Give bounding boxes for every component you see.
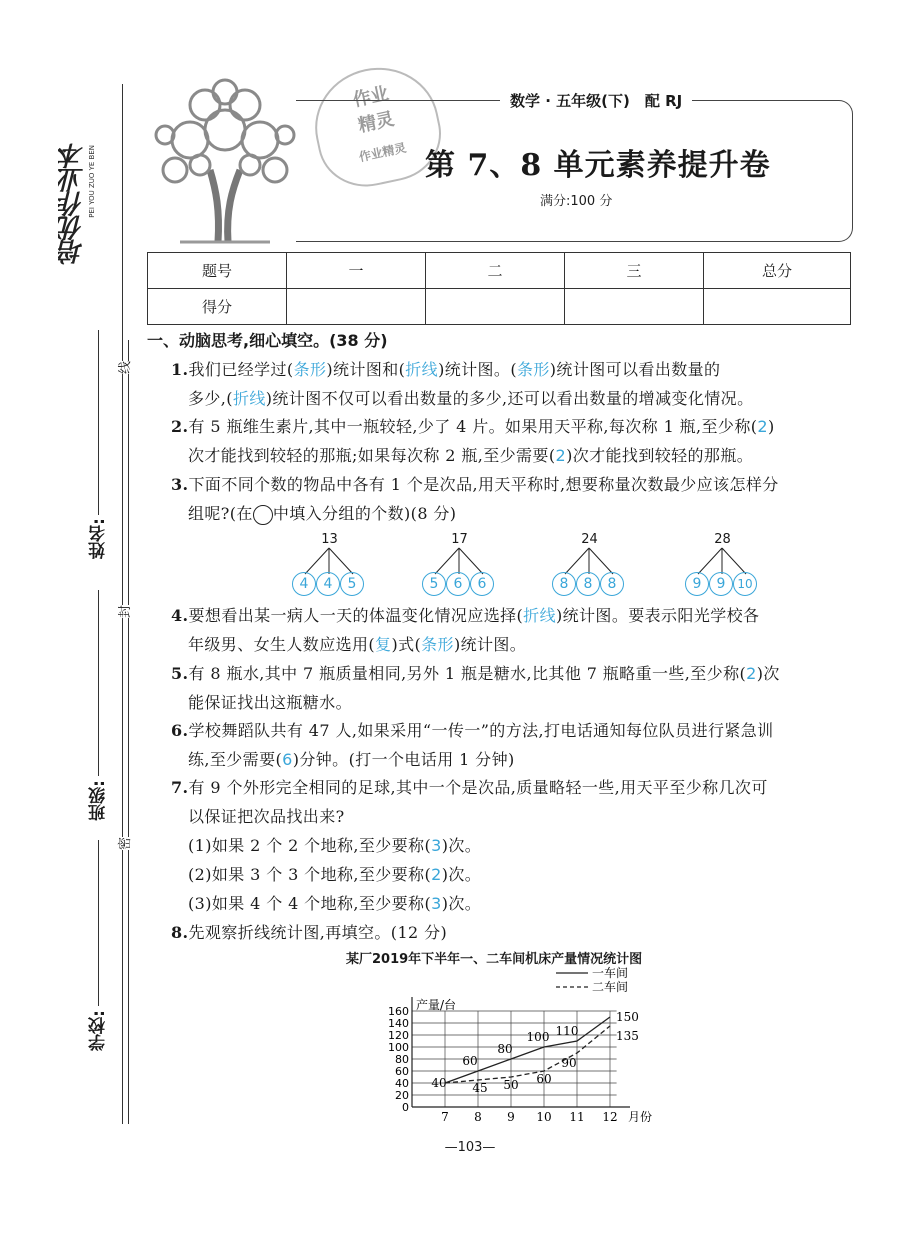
q1-text: 多少,( [188,389,233,408]
group-part-answer[interactable]: 4 [292,572,316,596]
branch-line [305,548,329,574]
q1-answer-1[interactable]: 条形 [293,360,327,379]
score-table [147,252,851,325]
score-cell-3[interactable] [565,289,704,325]
q3-text: 下面不同个数的物品中各有 1 个是次品,用天平称时,想要称量次数最少应该怎样分 [188,475,779,494]
group-diagram [552,532,632,596]
q1-text: )统计图和( [326,360,406,379]
q5-text: 能保证找出这瓶糖水。 [188,693,353,712]
name-field[interactable] [98,330,99,515]
group-diagram [685,532,765,596]
question-5 [171,659,851,717]
y-tick-label: 60 [395,1065,409,1078]
q4-text: 要想看出某一病人一天的体温变化情况应选择( [188,606,524,625]
group-part-answer[interactable]: 5 [340,572,364,596]
q8-number: 8. [171,923,189,942]
branch-line [329,548,353,574]
branch-line [722,548,746,574]
q7-sub3-text: )次。 [441,894,482,913]
data-label: 110 [555,1024,579,1038]
q7-sub2-text: )次。 [441,865,482,884]
question-6 [171,716,851,774]
line-chart [370,965,690,1125]
q2-answer-1[interactable]: 2 [757,417,768,436]
full-score: 满分:100 分 [540,194,613,209]
group-part-answer[interactable]: 10 [733,572,757,596]
y-tick-label: 100 [388,1041,409,1054]
x-tick-label: 9 [507,1110,515,1124]
y-tick-label: 0 [402,1101,409,1114]
y-tick-label: 80 [395,1053,409,1066]
q1-text: )统计图不仅可以看出数量的多少,还可以看出数量的增减变化情况。 [265,389,754,408]
group-total: 28 [714,532,731,547]
data-label: 100 [526,1030,550,1044]
y-tick-label: 120 [388,1029,409,1042]
q1-answer-2[interactable]: 折线 [405,360,439,379]
row-score-label: 得分 [148,289,287,325]
q7-sub3-answer[interactable]: 3 [431,894,442,913]
group-diagram [292,532,372,596]
data-label: 80 [497,1042,513,1056]
q4-answer-1[interactable]: 折线 [523,606,556,625]
group-part-answer[interactable]: 9 [709,572,733,596]
cut-mark-mi: 密 [114,837,133,850]
question-2 [171,412,851,470]
col-section-2: 二 [426,253,565,289]
x-axis-label: 月份 [628,1110,653,1124]
score-cell-total[interactable] [704,289,851,325]
group-part-answer[interactable]: 4 [316,572,340,596]
section-heading: 一、动脑思考,细心填空。(38 分) [147,331,388,350]
group-part-answer[interactable]: 5 [422,572,446,596]
group-part-answer[interactable]: 8 [576,572,600,596]
legend-label: 二车间 [592,980,629,994]
q2-text: 次才能找到较轻的那瓶;如果每次称 2 瓶,至少需要( [188,446,556,465]
q6-text: )分钟。(打一个电话用 1 分钟) [292,750,515,769]
group-part-answer[interactable]: 6 [446,572,470,596]
q7-sub1-text: (1)如果 2 个 2 个地称,至少要称( [188,836,432,855]
q7-sub1-text: )次。 [441,836,482,855]
col-section-1: 一 [287,253,426,289]
q8-text: 先观察折线统计图,再填空。(12 分) [188,923,448,942]
legend-label: 一车间 [592,966,629,980]
x-tick-label: 10 [536,1110,552,1124]
data-label: 45 [472,1081,488,1095]
stamp-line1: 作业 [351,83,391,112]
q6-text: 学校舞蹈队共有 47 人,如果采用“一传一”的方法,打电话通知每位队员进行紧急训 [188,721,774,740]
q4-number: 4. [171,606,189,625]
school-field[interactable] [98,840,99,1006]
q3-number: 3. [171,475,189,494]
group-total: 17 [451,532,468,547]
q7-sub2-text: (2)如果 3 个 3 个地称,至少要称( [188,865,432,884]
q7-sub3-text: (3)如果 4 个 4 个地称,至少要称( [188,894,432,913]
q3-text: 组呢?(在 [188,504,253,523]
y-tick-label: 20 [395,1089,409,1102]
q5-text: )次 [756,664,780,683]
q2-text: 有 5 瓶维生素片,其中一瓶较轻,少了 4 片。如果用天平称,每次称 1 瓶,至少称( [188,417,758,436]
chart-title: 某厂2019年下半年一、二车间机床产量情况统计图 [346,952,643,967]
question-3 [171,470,851,528]
name-label: 姓名: [89,518,109,559]
col-total: 总分 [704,253,851,289]
q2-number: 2. [171,417,189,436]
question-8 [171,918,851,947]
q4-text: )统计图。 [453,635,527,654]
branch-line [698,548,722,574]
x-tick-label: 7 [441,1110,449,1124]
q6-text: 练,至少需要( [188,750,283,769]
grouping-diagrams [280,532,780,602]
school-label: 学校: [89,1010,109,1051]
brand-pinyin: PEI YOU ZUO YE BEN [88,145,96,218]
data-label: 60 [536,1072,552,1086]
score-table-header-row [148,253,851,289]
data-label: 60 [462,1054,478,1068]
q7-sub2-answer[interactable]: 2 [431,865,442,884]
circle-placeholder-icon [253,505,273,525]
data-label: 90 [561,1056,577,1070]
q2-text: )次才能找到较轻的那瓶。 [566,446,754,465]
branch-line [435,548,459,574]
branch-line [459,548,483,574]
score-cell-2[interactable] [426,289,565,325]
group-part-answer[interactable]: 8 [552,572,576,596]
q7-text: 有 9 个外形完全相同的足球,其中一个是次品,质量略轻一些,用天平至少称几次可 [188,778,768,797]
x-tick-label: 8 [474,1110,482,1124]
q4-text: 年级男、女生人数应选用( [188,635,376,654]
data-label: 40 [431,1076,447,1090]
q1-text: 我们已经学过( [188,360,294,379]
q4-answer-2[interactable]: 复 [375,635,392,654]
branch-line [565,548,589,574]
y-tick-label: 140 [388,1017,409,1030]
data-label: 150 [616,1010,639,1024]
question-1 [171,355,851,413]
q4-text: )统计图。要表示阳光学校各 [555,606,760,625]
y-tick-label: 160 [388,1005,409,1018]
q7-number: 7. [171,778,189,797]
q1-answer-4[interactable]: 折线 [232,389,266,408]
group-part-answer[interactable]: 6 [470,572,494,596]
branch-line [589,548,613,574]
q7-sub1-answer[interactable]: 3 [431,836,442,855]
q2-text: ) [767,417,775,436]
group-total: 13 [321,532,338,547]
q6-number: 6. [171,721,189,740]
group-diagram [422,532,502,596]
data-label: 50 [503,1078,519,1092]
q4-answer-3[interactable]: 条形 [421,635,454,654]
brand-logo [52,145,112,285]
q5-text: 有 8 瓶水,其中 7 瓶质量相同,另外 1 瓶是糖水,比其他 7 瓶略重一些,至少称( [188,664,747,683]
y-axis-label: 产量/台 [416,998,457,1012]
col-label: 题号 [148,253,287,289]
binding-line-inner [128,340,129,1124]
group-total: 24 [581,532,598,547]
score-cell-1[interactable] [287,289,426,325]
stamp-line3: 作业精灵 [357,140,408,165]
q1-text: )统计图可以看出数量的 [549,360,721,379]
subject-label: 数学 · 五年级(下) 配 RJ [500,90,692,111]
brand-vertical-text: 培优作业本 [58,145,88,265]
page-number: —103— [444,1140,496,1155]
y-tick-label: 40 [395,1077,409,1090]
question-7 [171,773,851,918]
q6-answer-1[interactable]: 6 [282,750,293,769]
cut-mark-xian: 线 [114,361,133,374]
tree-illustration [150,70,300,245]
x-tick-label: 11 [569,1110,585,1124]
stamp-line2: 精灵 [356,108,397,137]
q1-answer-3[interactable]: 条形 [516,360,550,379]
q5-number: 5. [171,664,189,683]
x-tick-label: 12 [602,1110,618,1124]
q3-text: 中填入分组的个数)(8 分) [272,504,457,523]
class-label: 班级: [89,780,109,821]
col-section-3: 三 [565,253,704,289]
series-line [445,1017,610,1083]
q2-answer-2[interactable]: 2 [555,446,567,465]
q5-answer-1[interactable]: 2 [746,664,757,683]
q4-text: )式( [391,635,422,654]
q1-text: )统计图。( [438,360,517,379]
score-table-score-row [148,289,851,325]
q1-number: 1. [171,360,189,379]
question-4 [171,601,851,659]
group-part-answer[interactable]: 9 [685,572,709,596]
page-title: 第 7、8 单元素养提升卷 [425,148,771,183]
class-field[interactable] [98,590,99,776]
q7-text: 以保证把次品找出来? [188,807,345,826]
group-part-answer[interactable]: 8 [600,572,624,596]
data-label: 135 [616,1029,639,1043]
cut-mark-feng: 封 [114,605,133,618]
